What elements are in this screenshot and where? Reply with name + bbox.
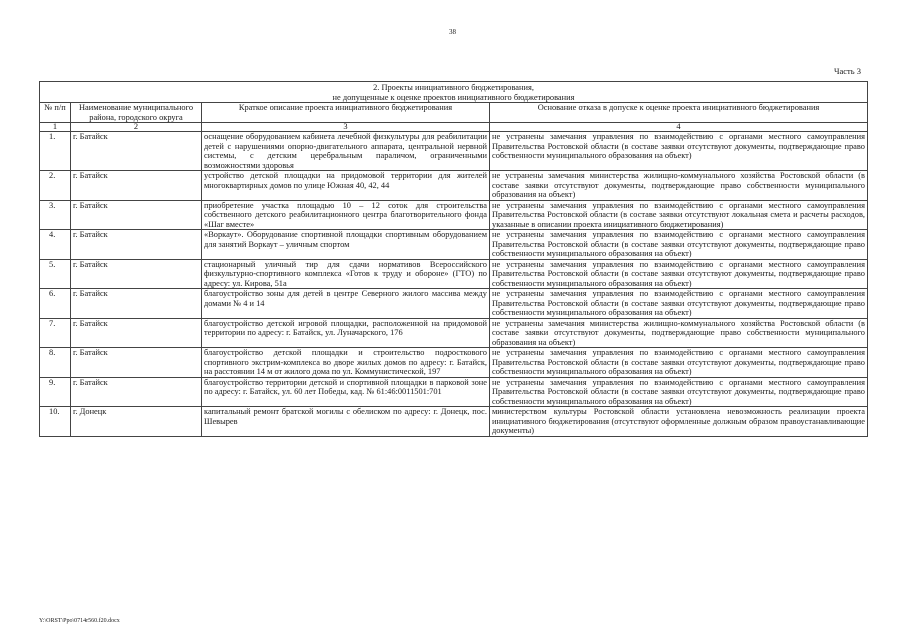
row-reason: не устранены замечания управления по взаимодействию с органами местного самоуправления Правительства Ростовской области (в составе заявки отсутствуют документы, подтверждающие право собственности муниципального образования на объект) bbox=[490, 259, 868, 289]
table-row bbox=[40, 377, 868, 407]
row-reason: не устранены замечания управления по взаимодействию с органами местного самоуправления Правительства Ростовской области (в составе заявки отсутствуют локальная смета и расчеты расходов, указанные в описании проекта инициативного бюджетирования) bbox=[490, 200, 868, 230]
column-number: 2 bbox=[71, 123, 202, 132]
row-reason: не устранены замечания управления по взаимодействию с органами местного самоуправления Правительства Ростовской области (в составе заявки отсутствуют документы, подтверждающие право собственности муниципального образования на объект) bbox=[490, 132, 868, 171]
row-reason: не устранены замечания управления по взаимодействию с органами местного самоуправления Правительства Ростовской области (в составе заявки отсутствуют документы, подтверждающие право собственности муниципального образования на объект) bbox=[490, 348, 868, 378]
row-description: благоустройство детской игровой площадки, расположенной на придомовой территории по адресу: г. Батайск, ул. Луначарского, 176 bbox=[202, 318, 490, 348]
row-reason: не устранены замечания министерства жилищно-коммунального хозяйства Ростовской области (в составе заявки отсутствуют документы, подтверждающие право собственности муниципального образования на объект) bbox=[490, 171, 868, 201]
section-title-line1: 2. Проекты инициативного бюджетирования, bbox=[373, 83, 534, 92]
header-reason: Основание отказа в допуске к оценке проекта инициативного бюджетирования bbox=[490, 103, 868, 123]
row-description: устройство детской площадки на придомовой территории для жителей многоквартирных домов по улице Южная 40, 42, 44 bbox=[202, 171, 490, 201]
section-title-row bbox=[40, 82, 868, 103]
row-municipality: г. Батайск bbox=[71, 200, 202, 230]
column-numbers-row bbox=[40, 123, 868, 132]
row-number: 9. bbox=[40, 377, 71, 407]
row-municipality: г. Батайск bbox=[71, 259, 202, 289]
page-number: 38 bbox=[449, 28, 456, 36]
table-row bbox=[40, 259, 868, 289]
row-reason: министерством культуры Ростовской области установлена невозможность реализации проекта инициативного бюджетирования (отсутствуют оформленные должным образом правоустанавливающие документы) bbox=[490, 407, 868, 437]
header-row bbox=[40, 103, 868, 123]
table-row bbox=[40, 132, 868, 171]
row-number: 4. bbox=[40, 230, 71, 260]
table-row bbox=[40, 289, 868, 319]
table-row bbox=[40, 230, 868, 260]
row-description: благоустройство территории детской и спортивной площадки в парковой зоне по адресу: г. Батайск, ул. 60 лет Победы, кад. № 61:46:0011501:701 bbox=[202, 377, 490, 407]
row-municipality: г. Батайск bbox=[71, 377, 202, 407]
table-row bbox=[40, 348, 868, 378]
row-municipality: г. Батайск bbox=[71, 132, 202, 171]
table-row bbox=[40, 200, 868, 230]
row-description: стационарный уличный тир для сдачи нормативов Всероссийского физкультурно-спортивного комплекса «Готов к труду и обороне» (ГТО) по адресу: ул. Кирова, 51а bbox=[202, 259, 490, 289]
header-description: Краткое описание проекта инициативного бюджетирования bbox=[202, 103, 490, 123]
row-description: благоустройство детской площадки и строительство подросткового спортивного экстрим-комплекса во дворе жилых домов по адресу: г. Батайск, на расстоянии 14 м от жилого дома по ул. Коммунистической, 197 bbox=[202, 348, 490, 378]
row-reason: не устранены замечания министерства жилищно-коммунального хозяйства Ростовской области (в составе заявки отсутствуют документы, подтверждающие право собственности муниципального образования на объект) bbox=[490, 318, 868, 348]
header-no: № п/п bbox=[40, 103, 71, 123]
row-description: благоустройство зоны для детей в центре Северного жилого массива между домами № 4 и 14 bbox=[202, 289, 490, 319]
projects-table bbox=[39, 81, 868, 437]
row-reason: не устранены замечания управления по взаимодействию с органами местного самоуправления Правительства Ростовской области (в составе заявки отсутствуют документы, подтверждающие право собственности муниципального образования на объект) bbox=[490, 289, 868, 319]
row-municipality: г. Донецк bbox=[71, 407, 202, 437]
row-municipality: г. Батайск bbox=[71, 289, 202, 319]
footer-file-path: Y:\ORST\Ppo\0714r560.f20.docx bbox=[39, 618, 120, 624]
row-number: 2. bbox=[40, 171, 71, 201]
row-description: «Воркаут». Оборудование спортивной площадки спортивным оборудованием для занятий Воркаут – уличным спортом bbox=[202, 230, 490, 260]
table-row bbox=[40, 407, 868, 437]
row-number: 7. bbox=[40, 318, 71, 348]
row-description: приобретение участка площадью 10 – 12 соток для строительства собственного детского реабилитационного центра благотворительного фонда «Шаг вместе» bbox=[202, 200, 490, 230]
row-number: 3. bbox=[40, 200, 71, 230]
row-municipality: г. Батайск bbox=[71, 171, 202, 201]
section-title bbox=[40, 82, 868, 103]
column-number: 3 bbox=[202, 123, 490, 132]
row-number: 1. bbox=[40, 132, 71, 171]
part-label: Часть 3 bbox=[833, 66, 861, 76]
table-row bbox=[40, 318, 868, 348]
column-number: 4 bbox=[490, 123, 868, 132]
column-number: 1 bbox=[40, 123, 71, 132]
row-number: 5. bbox=[40, 259, 71, 289]
row-reason: не устранены замечания управления по взаимодействию с органами местного самоуправления Правительства Ростовской области (в составе заявки отсутствуют документы, подтверждающие право собственности муниципального образования на объект) bbox=[490, 230, 868, 260]
header-municipality: Наименование муниципального района, городского округа bbox=[71, 103, 202, 123]
row-description: оснащение оборудованием кабинета лечебной физкультуры для реабилитации детей с нарушениями опорно-двигательного аппарата, центральной нервной системы, с детским церебральным параличом, ограниченными возможностями здоровья bbox=[202, 132, 490, 171]
row-number: 8. bbox=[40, 348, 71, 378]
row-number: 10. bbox=[40, 407, 71, 437]
row-municipality: г. Батайск bbox=[71, 348, 202, 378]
row-reason: не устранены замечания управления по взаимодействию с органами местного самоуправления Правительства Ростовской области (в составе заявки отсутствуют документы, подтверждающие право собственности муниципального образования на объект) bbox=[490, 377, 868, 407]
row-number: 6. bbox=[40, 289, 71, 319]
row-municipality: г. Батайск bbox=[71, 230, 202, 260]
row-description: капитальный ремонт братской могилы с обелиском по адресу: г. Донецк, пос. Шевырев bbox=[202, 407, 490, 437]
section-title-line2: не допущенные к оценке проектов инициативного бюджетирования bbox=[332, 92, 575, 102]
row-municipality: г. Батайск bbox=[71, 318, 202, 348]
table-row bbox=[40, 171, 868, 201]
